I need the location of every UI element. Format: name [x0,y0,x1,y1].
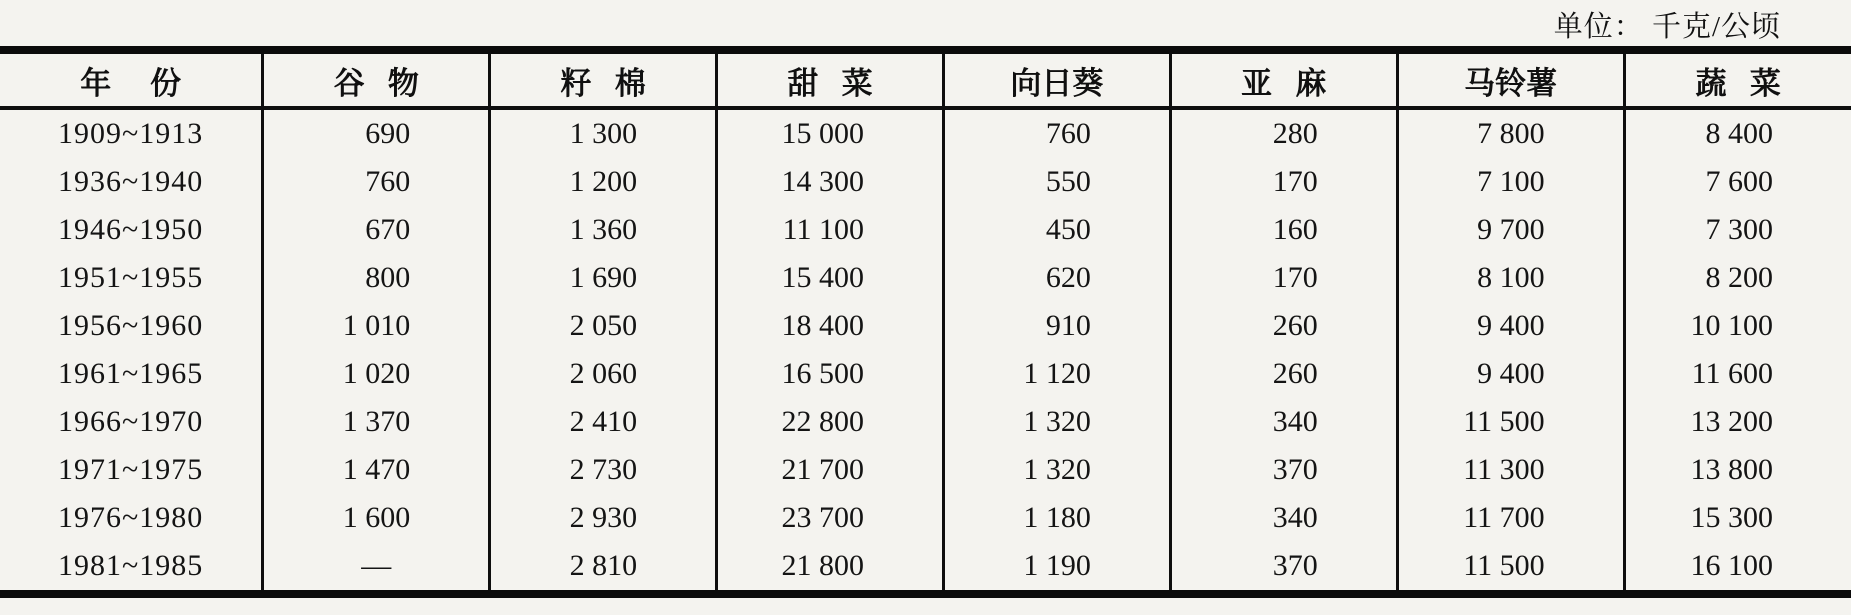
value-cell-sunflower: 620 [943,254,1170,302]
value-cell-grain: 800 [263,254,490,302]
value-cell-sunflower: 1 180 [943,494,1170,542]
table-row [0,206,1851,254]
value-cell-sunflower: 910 [943,302,1170,350]
value-cell-vegetables: 15 300 [1624,494,1851,542]
column-header-year: 年 份 [0,50,263,108]
value-cell-seed-cotton: 1 200 [490,158,717,206]
column-header-flax: 亚 麻 [1170,50,1397,108]
value-cell-seed-cotton: 1 300 [490,108,717,158]
table-row [0,494,1851,542]
value-cell-sugar-beet: 21 800 [717,542,944,594]
table-row [0,158,1851,206]
year-range-cell: 1966~1970 [58,405,204,438]
year-range-cell: 1971~1975 [58,453,204,486]
table-header [0,50,1851,108]
value-cell-sugar-beet: 15 400 [717,254,944,302]
value-cell-sunflower: 450 [943,206,1170,254]
value-cell-sunflower: 1 120 [943,350,1170,398]
table-body [0,108,1851,594]
value-cell-vegetables: 8 200 [1624,254,1851,302]
year-range-cell: 1961~1965 [58,357,204,390]
value-cell-vegetables: 10 100 [1624,302,1851,350]
value-cell-seed-cotton: 1 360 [490,206,717,254]
year-range-cell: 1981~1985 [58,549,204,582]
value-cell-grain: 760 [263,158,490,206]
value-cell-sunflower: 760 [943,108,1170,158]
header-row [0,50,1851,108]
value-cell-flax: 340 [1170,494,1397,542]
value-cell-flax: 170 [1170,254,1397,302]
value-cell-seed-cotton: 2 050 [490,302,717,350]
column-header-seed-cotton: 籽 棉 [490,50,717,108]
value-cell-vegetables: 8 400 [1624,108,1851,158]
table-row [0,108,1851,158]
value-cell-sugar-beet: 15 000 [717,108,944,158]
year-range-cell: 1956~1960 [58,309,204,342]
value-cell-grain: 1 600 [263,494,490,542]
table-row [0,254,1851,302]
value-cell-flax: 260 [1170,350,1397,398]
unit-label: 单位： 千克/公顷 [1553,11,1781,43]
value-cell-seed-cotton: 2 410 [490,398,717,446]
value-cell-potato: 11 700 [1397,494,1624,542]
value-cell-potato: 9 700 [1397,206,1624,254]
value-cell-flax: 260 [1170,302,1397,350]
value-cell-vegetables: 16 100 [1624,542,1851,594]
value-cell-potato: 8 100 [1397,254,1624,302]
value-cell-potato: 11 500 [1397,542,1624,594]
value-cell-vegetables: 7 600 [1624,158,1851,206]
year-range-cell: 1951~1955 [58,261,204,294]
column-header-sunflower: 向日葵 [943,50,1170,108]
value-cell-grain: 670 [263,206,490,254]
value-cell-vegetables: 13 200 [1624,398,1851,446]
value-cell-sunflower: 1 320 [943,398,1170,446]
value-cell-potato: 9 400 [1397,350,1624,398]
value-cell-flax: 280 [1170,108,1397,158]
value-cell-seed-cotton: 2 060 [490,350,717,398]
yield-table [0,46,1851,598]
value-cell-seed-cotton: 2 810 [490,542,717,594]
column-header-sugar-beet: 甜 菜 [717,50,944,108]
table-row [0,398,1851,446]
value-cell-sunflower: 1 320 [943,446,1170,494]
value-cell-sugar-beet: 16 500 [717,350,944,398]
year-range-cell: 1909~1913 [58,117,204,150]
value-cell-grain: — [263,542,490,594]
value-cell-sunflower: 1 190 [943,542,1170,594]
column-header-potato: 马铃薯 [1397,50,1624,108]
value-cell-potato: 11 300 [1397,446,1624,494]
value-cell-flax: 370 [1170,542,1397,594]
value-cell-grain: 1 470 [263,446,490,494]
table-row [0,542,1851,594]
value-cell-sugar-beet: 22 800 [717,398,944,446]
value-cell-seed-cotton: 2 730 [490,446,717,494]
year-range-cell: 1946~1950 [58,213,204,246]
value-cell-sunflower: 550 [943,158,1170,206]
value-cell-potato: 11 500 [1397,398,1624,446]
value-cell-vegetables: 13 800 [1624,446,1851,494]
value-cell-flax: 340 [1170,398,1397,446]
value-cell-vegetables: 7 300 [1624,206,1851,254]
value-cell-flax: 170 [1170,158,1397,206]
value-cell-sugar-beet: 11 100 [717,206,944,254]
value-cell-flax: 370 [1170,446,1397,494]
column-header-grain: 谷 物 [263,50,490,108]
value-cell-sugar-beet: 21 700 [717,446,944,494]
value-cell-potato: 9 400 [1397,302,1624,350]
value-cell-vegetables: 11 600 [1624,350,1851,398]
value-cell-potato: 7 800 [1397,108,1624,158]
value-cell-grain: 690 [263,108,490,158]
year-range-cell: 1976~1980 [58,501,204,534]
table-row [0,302,1851,350]
year-range-cell: 1936~1940 [58,165,204,198]
value-cell-seed-cotton: 2 930 [490,494,717,542]
value-cell-sugar-beet: 14 300 [717,158,944,206]
table-row [0,446,1851,494]
column-header-vegetables: 蔬 菜 [1624,50,1851,108]
value-cell-grain: 1 370 [263,398,490,446]
value-cell-sugar-beet: 18 400 [717,302,944,350]
value-cell-grain: 1 020 [263,350,490,398]
value-cell-sugar-beet: 23 700 [717,494,944,542]
value-cell-seed-cotton: 1 690 [490,254,717,302]
value-cell-flax: 160 [1170,206,1397,254]
table-row [0,350,1851,398]
value-cell-potato: 7 100 [1397,158,1624,206]
value-cell-grain: 1 010 [263,302,490,350]
